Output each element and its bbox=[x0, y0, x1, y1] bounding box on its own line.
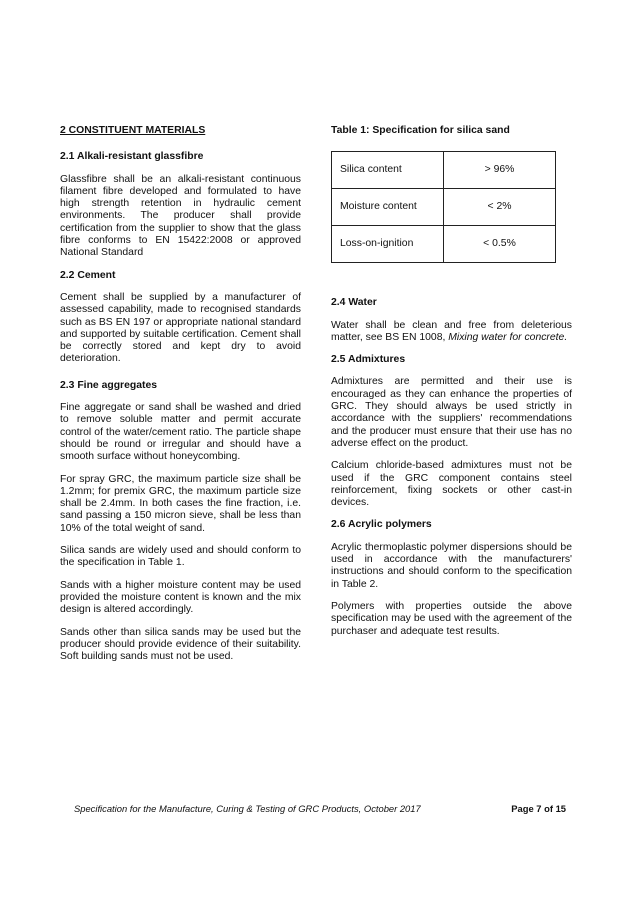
right-column bbox=[331, 125, 572, 648]
table-row bbox=[332, 189, 556, 226]
table-cell-value: < 2% bbox=[444, 189, 556, 226]
table-cell-value: > 96% bbox=[444, 152, 556, 189]
silica-sand-table bbox=[331, 151, 556, 263]
paragraph: Silica sands are widely used and should conform to the specification in Table 1. bbox=[60, 545, 301, 569]
paragraph: Fine aggregate or sand shall be washed and dried to remove soluble matter and permit accurate control of the water/cement ratio. The particle shape should be round or irregular and should have a smooth surface without honeycombing. bbox=[60, 402, 301, 463]
table-row bbox=[332, 226, 556, 263]
table-cell-property: Loss-on-ignition bbox=[332, 226, 444, 263]
section-heading: 2 CONSTITUENT MATERIALS bbox=[60, 125, 206, 136]
footer-document-title: Specification for the Manufacture, Curing & Testing of GRC Products, October 2017 bbox=[74, 803, 421, 814]
paragraph: Polymers with properties outside the above specification may be used with the agreement of the purchaser and adequate test results. bbox=[331, 600, 572, 637]
footer-page-number: Page 7 of 15 bbox=[511, 803, 566, 814]
left-column bbox=[60, 125, 301, 673]
water-text: Water shall be clean and free from deleterious matter, see BS EN 1008, bbox=[331, 319, 572, 343]
heading-2-6: 2.6 Acrylic polymers bbox=[331, 519, 432, 531]
table-caption: Table 1: Specification for silica sand bbox=[331, 125, 510, 136]
paragraph: Acrylic thermoplastic polymer dispersions should be used in accordance with the manufacturers' instructions and should conform to the specification in Table 2. bbox=[331, 541, 572, 590]
paragraph: Sands other than silica sands may be used but the producer should provide evidence of their suitability. Soft building sands must not be used. bbox=[60, 626, 301, 663]
paragraph: Cement shall be supplied by a manufacturer of assessed capability, made to recognised standards such as BS EN 197 or appropriate national standard and supported by suitable certification. Cement shall be correctly stored and kept dry to avoid deterioration. bbox=[60, 291, 301, 365]
paragraph: For spray GRC, the maximum particle size shall be 1.2mm; for premix GRC, the maximum particle size shall be 2.4mm. In both cases the fine fraction, i.e. sand passing a 150 micron sieve, shall be less than 10% of the total weight of sand. bbox=[60, 473, 301, 534]
heading-2-3: 2.3 Fine aggregates bbox=[60, 379, 158, 391]
heading-2-2: 2.2 Cement bbox=[60, 269, 116, 281]
table-row bbox=[332, 152, 556, 189]
table-cell-property: Moisture content bbox=[332, 189, 444, 226]
paragraph: Calcium chloride-based admixtures must not be used if the GRC component contains steel reinforcement, fixing sockets or other cast-in devices. bbox=[331, 460, 572, 509]
water-standard-title: Mixing water for concrete. bbox=[448, 331, 568, 343]
paragraph: Sands with a higher moisture content may be used provided the moisture content is known and the mix design is altered accordingly. bbox=[60, 579, 301, 616]
paragraph: Admixtures are permitted and their use is encouraged as they can enhance the properties of GRC. They should always be used strictly in accordance with the suppliers' recommendations and the producer must ensure that their use has no adverse effect on the product. bbox=[331, 376, 572, 449]
table-cell-value: < 0.5% bbox=[444, 226, 556, 263]
paragraph: Glassfibre shall be an alkali-resistant continuous filament fibre developed and formulated to have high strength retention in hydraulic cement environments. The producer shall provide certification from the supplier to show that the glass fibre conforms to EN 15422:2008 or approved National Standard bbox=[60, 173, 301, 259]
table-cell-property: Silica content bbox=[332, 152, 444, 189]
heading-2-1: 2.1 Alkali-resistant glassfibre bbox=[60, 151, 204, 163]
heading-2-5: 2.5 Admixtures bbox=[331, 354, 406, 366]
heading-2-4: 2.4 Water bbox=[331, 297, 377, 309]
paragraph bbox=[331, 320, 572, 345]
